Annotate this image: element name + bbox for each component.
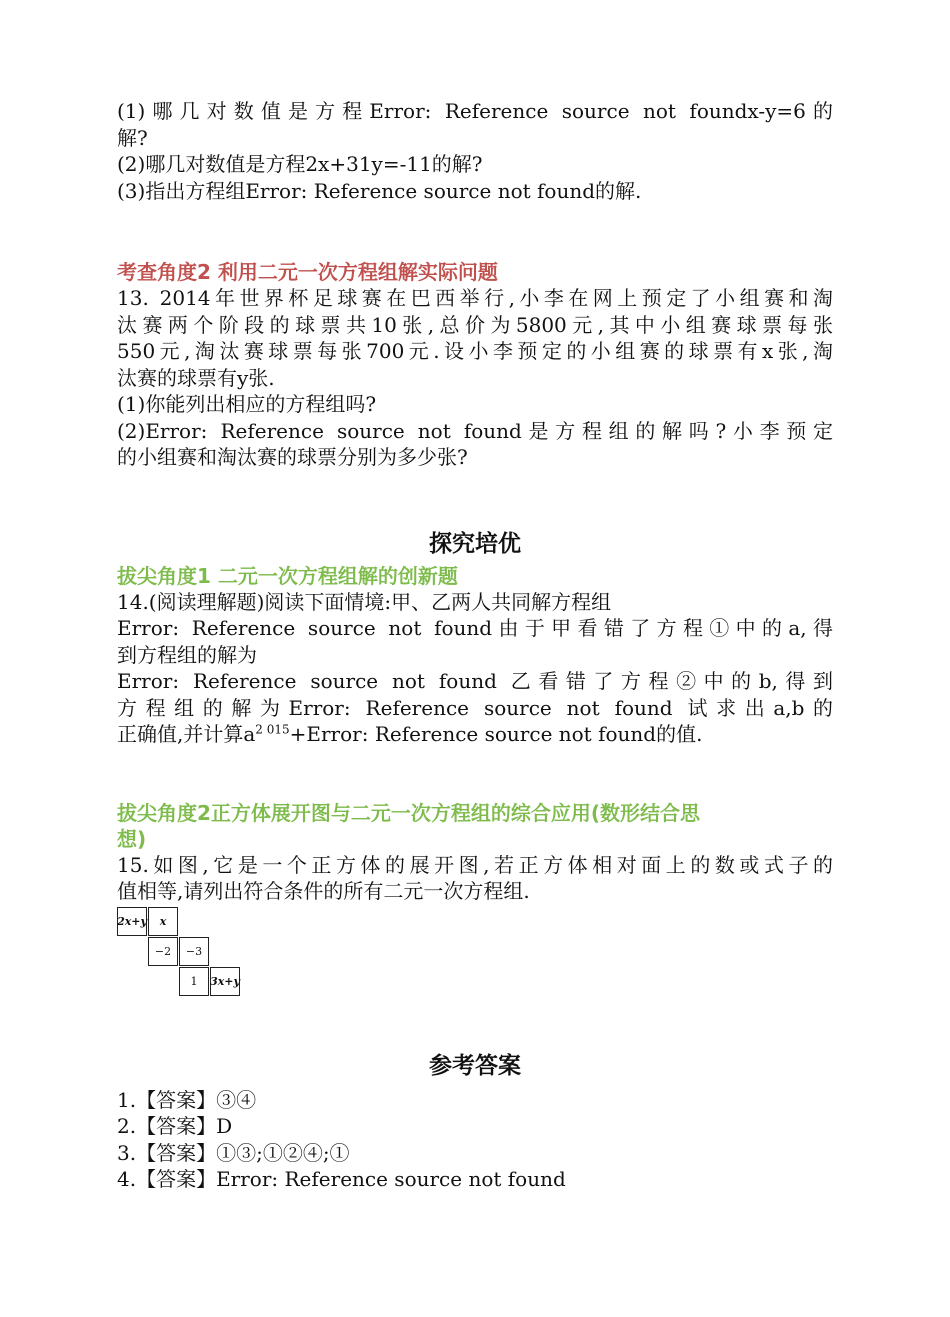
answer-2: 2.【答案】D (117, 1114, 233, 1138)
explore-heading-2-line-1: 拔尖角度2正方体展开图与二元一次方程组的综合应用(数形结合思 (117, 800, 701, 825)
answers-title: 参考答案 (429, 1052, 521, 1079)
q1-line-2: 解? (117, 125, 148, 150)
explore-heading-2-line-2: 想) (117, 826, 147, 851)
exponent: 2 015 (255, 722, 290, 737)
q15-line-2: 值相等,请列出符合条件的所有二元一次方程组. (117, 879, 530, 903)
q15-line-1: 15.如图,它是一个正方体的展开图,若正方体相对面上的数或式子的 (117, 852, 833, 877)
q13-line-3: 550元,淘汰赛球票每张700元.设小李预定的小组赛的球票有x张,淘 (117, 339, 833, 363)
q13-line-2: 汰赛两个阶段的球票共10张,总价为5800元,其中小组赛球票每张 (117, 312, 833, 337)
q13-part-2-line-2: 的小组赛和淘汰赛的球票分别为多少张? (117, 445, 468, 469)
q14-line-6-b: +Error: Reference source not found的值. (289, 722, 703, 746)
explore-heading-1: 拔尖角度1 二元一次方程组解的创新题 (117, 563, 458, 588)
net-cell-2x-plus-y: 2x+y (117, 907, 147, 936)
net-cell-x: x (148, 907, 178, 936)
explore-title: 探究培优 (429, 530, 521, 557)
net-cell-3x-plus-y: 3x+y (210, 967, 240, 996)
q14-line-6-a: 正确值,并计算a (117, 722, 256, 746)
angle2-heading: 考查角度2 利用二元一次方程组解实际问题 (117, 260, 498, 284)
q14-line-1: 14.(阅读理解题)阅读下面情境:甲、乙两人共同解方程组 (117, 589, 612, 614)
document-page (117, 98, 833, 1193)
answer-1: 1.【答案】③④ (117, 1087, 257, 1112)
q14-line-6 (117, 721, 833, 748)
q13-part-1: (1)你能列出相应的方程组吗? (117, 392, 377, 416)
q1-line-1: (1)哪几对数值是方程Error: Reference source not foundx-y=6的 (117, 99, 833, 123)
net-cell-1: 1 (179, 967, 209, 996)
q13-part-2-line-1: (2)Error: Reference source not found是方程组的解吗?小李预定 (117, 418, 833, 443)
q14-line-3: 到方程组的解为 (117, 642, 257, 667)
answer-4: 4.【答案】Error: Reference source not found (117, 1167, 566, 1191)
answer-3: 3.【答案】①③;①②④;① (117, 1140, 350, 1165)
q3-line: (3)指出方程组Error: Reference source not found的解. (117, 178, 642, 203)
q2-line: (2)哪几对数值是方程2x+31y=-11的解? (117, 152, 483, 176)
q14-line-2: Error: Reference source not found由于甲看错了方程①中的a,得 (117, 616, 833, 640)
net-cell-minus-3: −3 (179, 937, 209, 966)
q14-line-4: Error: Reference source not found 乙看错了方程②中的b,得到 (117, 669, 833, 693)
q14-line-5: 方程组的解为Error: Reference source not found 试求出a,b的 (117, 695, 833, 720)
q13-line-4: 汰赛的球票有y张. (117, 365, 275, 390)
cube-net-figure (117, 907, 247, 999)
net-cell-minus-2: −2 (148, 937, 178, 966)
q13-line-1: 13. 2014年世界杯足球赛在巴西举行,小李在网上预定了小组赛和淘 (117, 286, 833, 310)
